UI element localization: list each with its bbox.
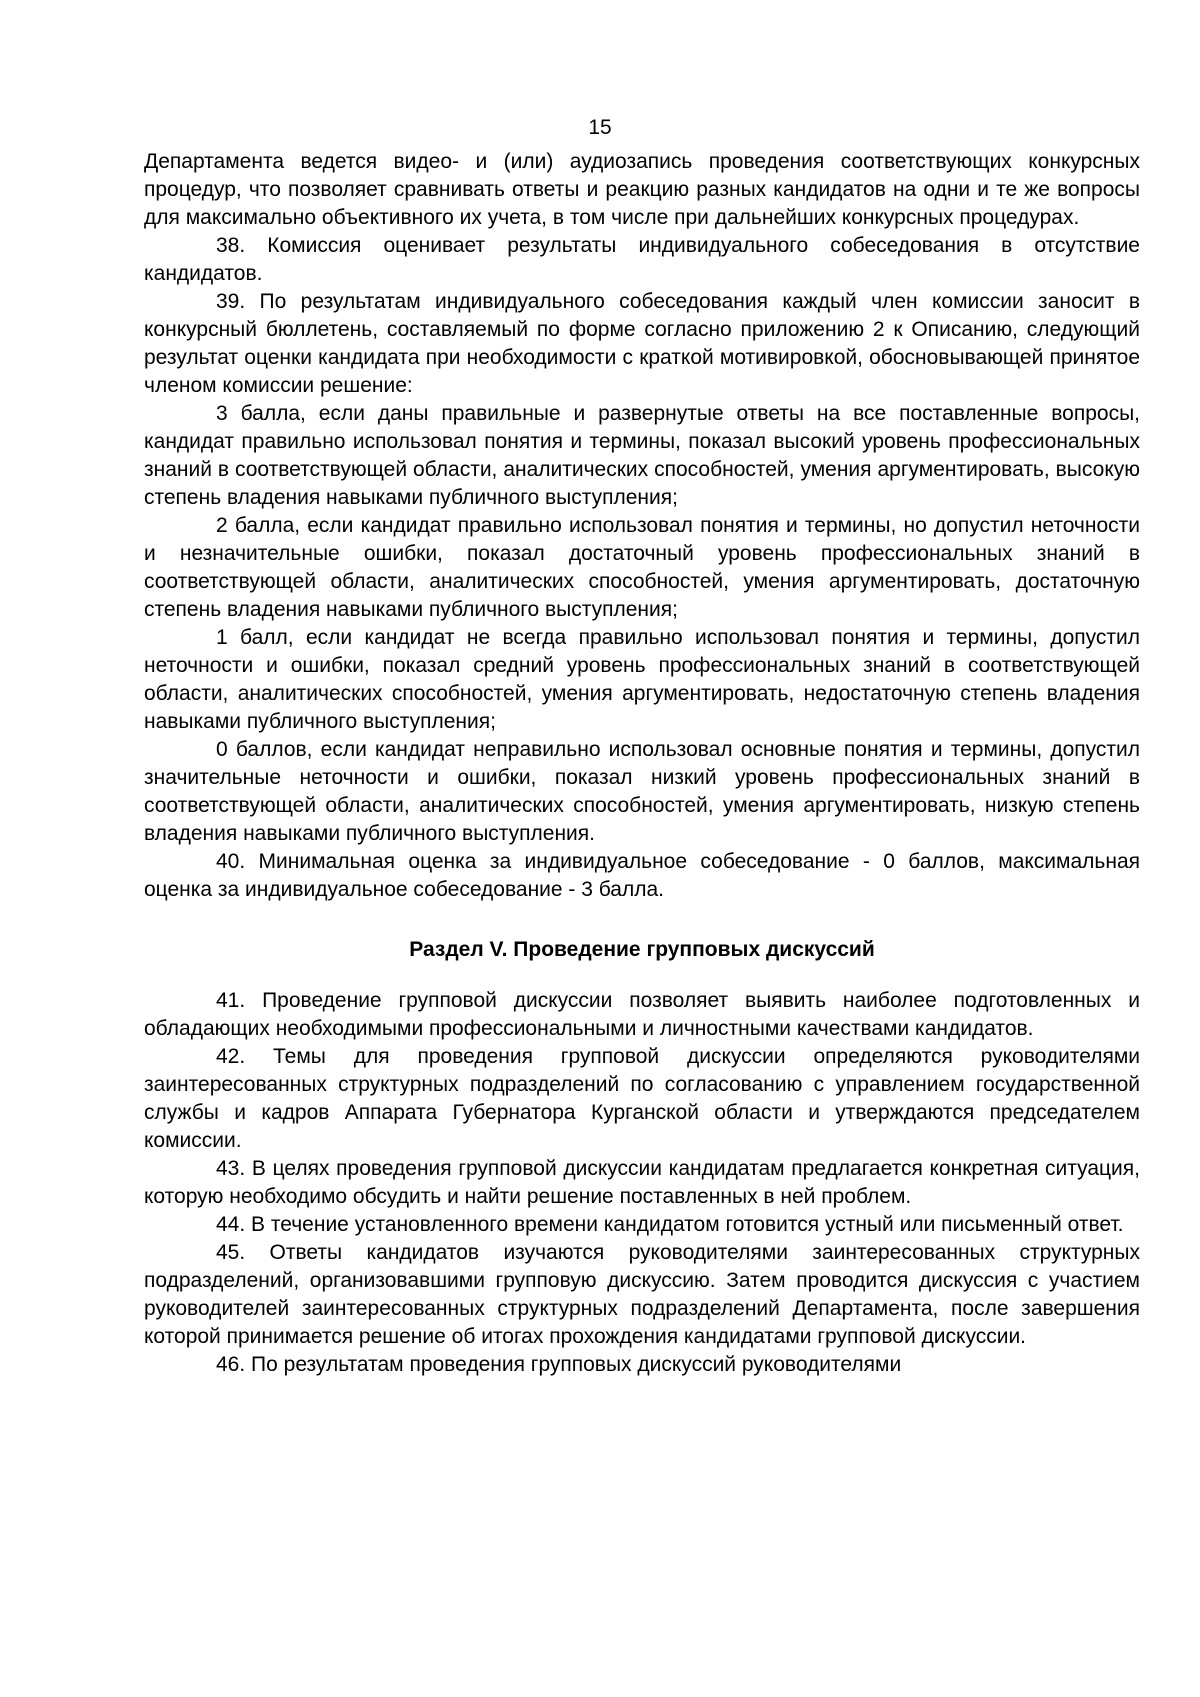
paragraphs-after-heading <box>144 987 1140 1379</box>
paragraph: 0 баллов, если кандидат неправильно использовал основные понятия и термины, допустил значительные неточности и ошибки, показал низкий уровень профессиональных знаний в соответствующей области, аналитических способностей, умения аргументировать, низкую степень владения навыками публичного выступления. <box>144 738 1140 845</box>
paragraph: 41. Проведение групповой дискуссии позволяет выявить наиболее подготовленных и обладающих необходимыми профессиональными и личностными качествами кандидатов. <box>144 989 1140 1040</box>
paragraphs-before-heading <box>144 148 1140 904</box>
paragraph: 46. По результатам проведения групповых дискуссий руководителями <box>216 1353 902 1376</box>
paragraph: 3 балла, если даны правильные и развернутые ответы на все поставленные вопросы, кандидат правильно использовал понятия и термины, показал высокий уровень профессиональных знаний в соответствующей области, аналитических способностей, умения аргументировать, высокую степень владения навыками публичного выступления; <box>144 402 1140 509</box>
paragraph: 43. В целях проведения групповой дискуссии кандидатам предлагается конкретная ситуация, которую необходимо обсудить и найти решение поставленных в ней проблем. <box>144 1157 1140 1208</box>
paragraph: 2 балла, если кандидат правильно использовал понятия и термины, но допустил неточности и незначительные ошибки, показал достаточный уровень профессиональных знаний в соответствующей области, аналитических способностей, умения аргументировать, достаточную степень владения навыками публичного выступления; <box>144 514 1140 621</box>
paragraph: 39. По результатам индивидуального собеседования каждый член комиссии заносит в конкурсный бюллетень, составляемый по форме согласно приложению 2 к Описанию, следующий результат оценки кандидата при необходимости с краткой мотивировкой, обосновывающей принятое членом комиссии решение: <box>144 290 1140 397</box>
paragraph: 42. Темы для проведения групповой дискуссии определяются руководителями заинтересованных структурных подразделений по согласованию с управлением государственной службы и кадров Аппарата Губернатора Курганской области и утверждаются председателем комиссии. <box>144 1045 1140 1152</box>
section-heading: Раздел V. Проведение групповых дискуссий <box>409 938 875 961</box>
paragraph: 45. Ответы кандидатов изучаются руководителями заинтересованных структурных подразделений, организовавшими групповую дискуссию. Затем проводится дискуссия с участием руководителей заинтересованных структурных подразделений Департамента, после завершения которой принимается решение об итогах прохождения кандидатами групповой дискуссии. <box>144 1241 1140 1348</box>
document-body <box>144 148 1140 1379</box>
paragraph: Департамента ведется видео- и (или) аудиозапись проведения соответствующих конкурсных процедур, что позволяет сравнивать ответы и реакцию разных кандидатов на одни и те же вопросы для максимально объективного их учета, в том числе при дальнейших конкурсных процедурах. <box>144 150 1140 229</box>
paragraph: 1 балл, если кандидат не всегда правильно использовал понятия и термины, допустил неточности и ошибки, показал средний уровень профессиональных знаний в соответствующей области, аналитических способностей, умения аргументировать, недостаточную степень владения навыками публичного выступления; <box>144 626 1140 733</box>
paragraph: 40. Минимальная оценка за индивидуальное собеседование - 0 баллов, максимальная оценка за индивидуальное собеседование - 3 балла. <box>144 850 1140 901</box>
page-number: 15 <box>588 116 612 139</box>
paragraph: 38. Комиссия оценивает результаты индивидуального собеседования в отсутствие кандидатов. <box>144 234 1140 285</box>
paragraph: 44. В течение установленного времени кандидатом готовится устный или письменный ответ. <box>216 1213 1124 1236</box>
